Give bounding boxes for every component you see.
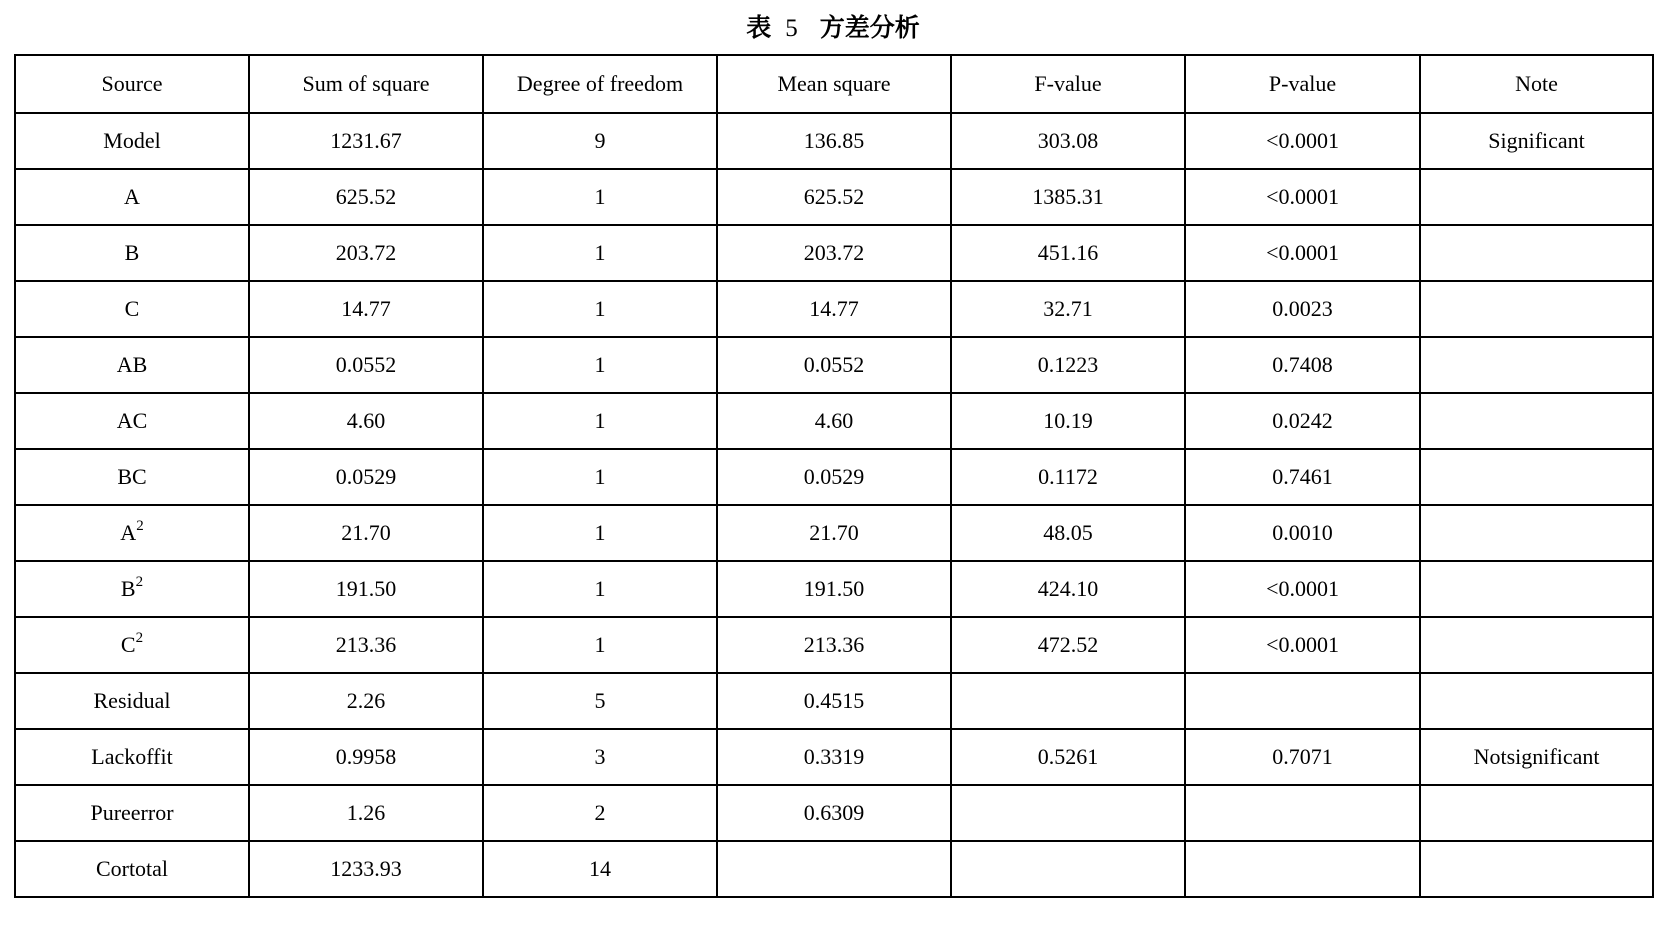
cell-note	[1420, 505, 1653, 561]
cell-note	[1420, 281, 1653, 337]
table-row	[15, 785, 1653, 841]
cell-f-value: 10.19	[951, 393, 1185, 449]
table-row	[15, 225, 1653, 281]
cell-note	[1420, 449, 1653, 505]
cell-degree-of-freedom: 1	[483, 561, 717, 617]
cell-degree-of-freedom: 1	[483, 393, 717, 449]
source-label: B	[120, 576, 136, 601]
cell-sum-of-square: 203.72	[249, 225, 483, 281]
cell-degree-of-freedom: 1	[483, 169, 717, 225]
table-title-text: 方差分析	[819, 13, 920, 42]
cell-sum-of-square: 191.50	[249, 561, 483, 617]
cell-degree-of-freedom: 9	[483, 113, 717, 169]
cell-mean-square: 0.0552	[717, 337, 951, 393]
cell-sum-of-square: 1231.67	[249, 113, 483, 169]
source-label: A	[120, 520, 137, 545]
cell-mean-square: 0.0529	[717, 449, 951, 505]
cell-p-value: 0.0010	[1185, 505, 1420, 561]
cell-f-value	[951, 785, 1185, 841]
cell-note	[1420, 337, 1653, 393]
cell-sum-of-square: 213.36	[249, 617, 483, 673]
cell-sum-of-square: 2.26	[249, 673, 483, 729]
source-label: C	[120, 632, 136, 657]
cell-p-value: 0.7461	[1185, 449, 1420, 505]
cell-degree-of-freedom: 1	[483, 449, 717, 505]
cell-f-value: 472.52	[951, 617, 1185, 673]
cell-note: Notsignificant	[1420, 729, 1653, 785]
cell-note	[1420, 673, 1653, 729]
cell-p-value: 0.0023	[1185, 281, 1420, 337]
cell-f-value: 1385.31	[951, 169, 1185, 225]
cell-degree-of-freedom: 14	[483, 841, 717, 897]
cell-f-value: 48.05	[951, 505, 1185, 561]
source-label: Pureerror	[90, 800, 174, 825]
table-row	[15, 561, 1653, 617]
cell-sum-of-square: 0.9958	[249, 729, 483, 785]
cell-note: Significant	[1420, 113, 1653, 169]
cell-source	[15, 169, 249, 225]
table-row	[15, 841, 1653, 897]
cell-sum-of-square: 21.70	[249, 505, 483, 561]
cell-f-value: 451.16	[951, 225, 1185, 281]
header-row	[15, 55, 1653, 113]
table-title-label: 表	[746, 13, 772, 42]
source-superscript: 2	[136, 517, 144, 534]
cell-source	[15, 449, 249, 505]
cell-source	[15, 673, 249, 729]
cell-f-value: 32.71	[951, 281, 1185, 337]
cell-note	[1420, 617, 1653, 673]
cell-p-value: <0.0001	[1185, 561, 1420, 617]
cell-source	[15, 561, 249, 617]
anova-table	[14, 54, 1654, 898]
cell-source	[15, 337, 249, 393]
cell-degree-of-freedom: 1	[483, 225, 717, 281]
cell-f-value: 303.08	[951, 113, 1185, 169]
cell-mean-square: 136.85	[717, 113, 951, 169]
cell-f-value	[951, 841, 1185, 897]
source-label: BC	[117, 464, 147, 489]
cell-note	[1420, 169, 1653, 225]
source-label: Residual	[93, 688, 171, 713]
table-row	[15, 337, 1653, 393]
cell-p-value: <0.0001	[1185, 169, 1420, 225]
source-superscript: 2	[135, 629, 144, 646]
table-row	[15, 169, 1653, 225]
cell-note	[1420, 561, 1653, 617]
cell-source	[15, 225, 249, 281]
header-degree-of-freedom: Degree of freedom	[483, 55, 717, 113]
cell-p-value	[1185, 673, 1420, 729]
source-label: Cortotal	[95, 856, 169, 881]
header-source: Source	[15, 55, 249, 113]
cell-degree-of-freedom: 1	[483, 281, 717, 337]
cell-sum-of-square: 14.77	[249, 281, 483, 337]
table-row	[15, 393, 1653, 449]
cell-sum-of-square: 0.0552	[249, 337, 483, 393]
cell-mean-square: 21.70	[717, 505, 951, 561]
cell-mean-square: 191.50	[717, 561, 951, 617]
cell-p-value: 0.7071	[1185, 729, 1420, 785]
cell-mean-square: 0.3319	[717, 729, 951, 785]
cell-mean-square: 0.6309	[717, 785, 951, 841]
header-note: Note	[1420, 55, 1653, 113]
cell-mean-square: 14.77	[717, 281, 951, 337]
cell-mean-square: 4.60	[717, 393, 951, 449]
table-row	[15, 673, 1653, 729]
cell-p-value: <0.0001	[1185, 113, 1420, 169]
cell-p-value	[1185, 841, 1420, 897]
header-sum-of-square: Sum of square	[249, 55, 483, 113]
cell-source	[15, 393, 249, 449]
cell-sum-of-square: 1.26	[249, 785, 483, 841]
header-p-value: P-value	[1185, 55, 1420, 113]
source-label: Lackoffit	[91, 744, 173, 769]
cell-source	[15, 841, 249, 897]
cell-degree-of-freedom: 5	[483, 673, 717, 729]
table-row	[15, 281, 1653, 337]
cell-degree-of-freedom: 1	[483, 617, 717, 673]
source-label: AC	[116, 408, 148, 433]
table-row	[15, 729, 1653, 785]
cell-mean-square: 203.72	[717, 225, 951, 281]
cell-note	[1420, 393, 1653, 449]
cell-p-value: 0.7408	[1185, 337, 1420, 393]
cell-p-value: <0.0001	[1185, 225, 1420, 281]
cell-sum-of-square: 0.0529	[249, 449, 483, 505]
table-row	[15, 113, 1653, 169]
cell-source	[15, 785, 249, 841]
table-title	[0, 10, 1666, 47]
cell-sum-of-square: 1233.93	[249, 841, 483, 897]
cell-mean-square: 0.4515	[717, 673, 951, 729]
header-f-value: F-value	[951, 55, 1185, 113]
cell-source	[15, 729, 249, 785]
table-row	[15, 617, 1653, 673]
cell-f-value: 0.1172	[951, 449, 1185, 505]
cell-source	[15, 617, 249, 673]
table-title-number: 5	[785, 15, 798, 42]
table-row	[15, 449, 1653, 505]
cell-p-value	[1185, 785, 1420, 841]
cell-f-value	[951, 673, 1185, 729]
cell-note	[1420, 841, 1653, 897]
cell-sum-of-square: 4.60	[249, 393, 483, 449]
cell-source	[15, 281, 249, 337]
cell-f-value: 0.5261	[951, 729, 1185, 785]
cell-degree-of-freedom: 3	[483, 729, 717, 785]
cell-degree-of-freedom: 1	[483, 337, 717, 393]
source-superscript: 2	[135, 573, 144, 590]
cell-mean-square: 625.52	[717, 169, 951, 225]
cell-f-value: 0.1223	[951, 337, 1185, 393]
cell-note	[1420, 225, 1653, 281]
cell-note	[1420, 785, 1653, 841]
cell-source	[15, 113, 249, 169]
cell-degree-of-freedom: 1	[483, 505, 717, 561]
cell-degree-of-freedom: 2	[483, 785, 717, 841]
cell-p-value: 0.0242	[1185, 393, 1420, 449]
cell-mean-square: 213.36	[717, 617, 951, 673]
cell-mean-square	[717, 841, 951, 897]
table-body	[15, 113, 1653, 897]
source-label: C	[124, 296, 140, 321]
source-label: B	[124, 240, 140, 265]
cell-source	[15, 505, 249, 561]
source-label: AB	[116, 352, 148, 377]
cell-f-value: 424.10	[951, 561, 1185, 617]
table-row	[15, 505, 1653, 561]
cell-p-value: <0.0001	[1185, 617, 1420, 673]
header-mean-square: Mean square	[717, 55, 951, 113]
cell-sum-of-square: 625.52	[249, 169, 483, 225]
source-label: Model	[103, 128, 161, 153]
source-label: A	[124, 184, 140, 209]
